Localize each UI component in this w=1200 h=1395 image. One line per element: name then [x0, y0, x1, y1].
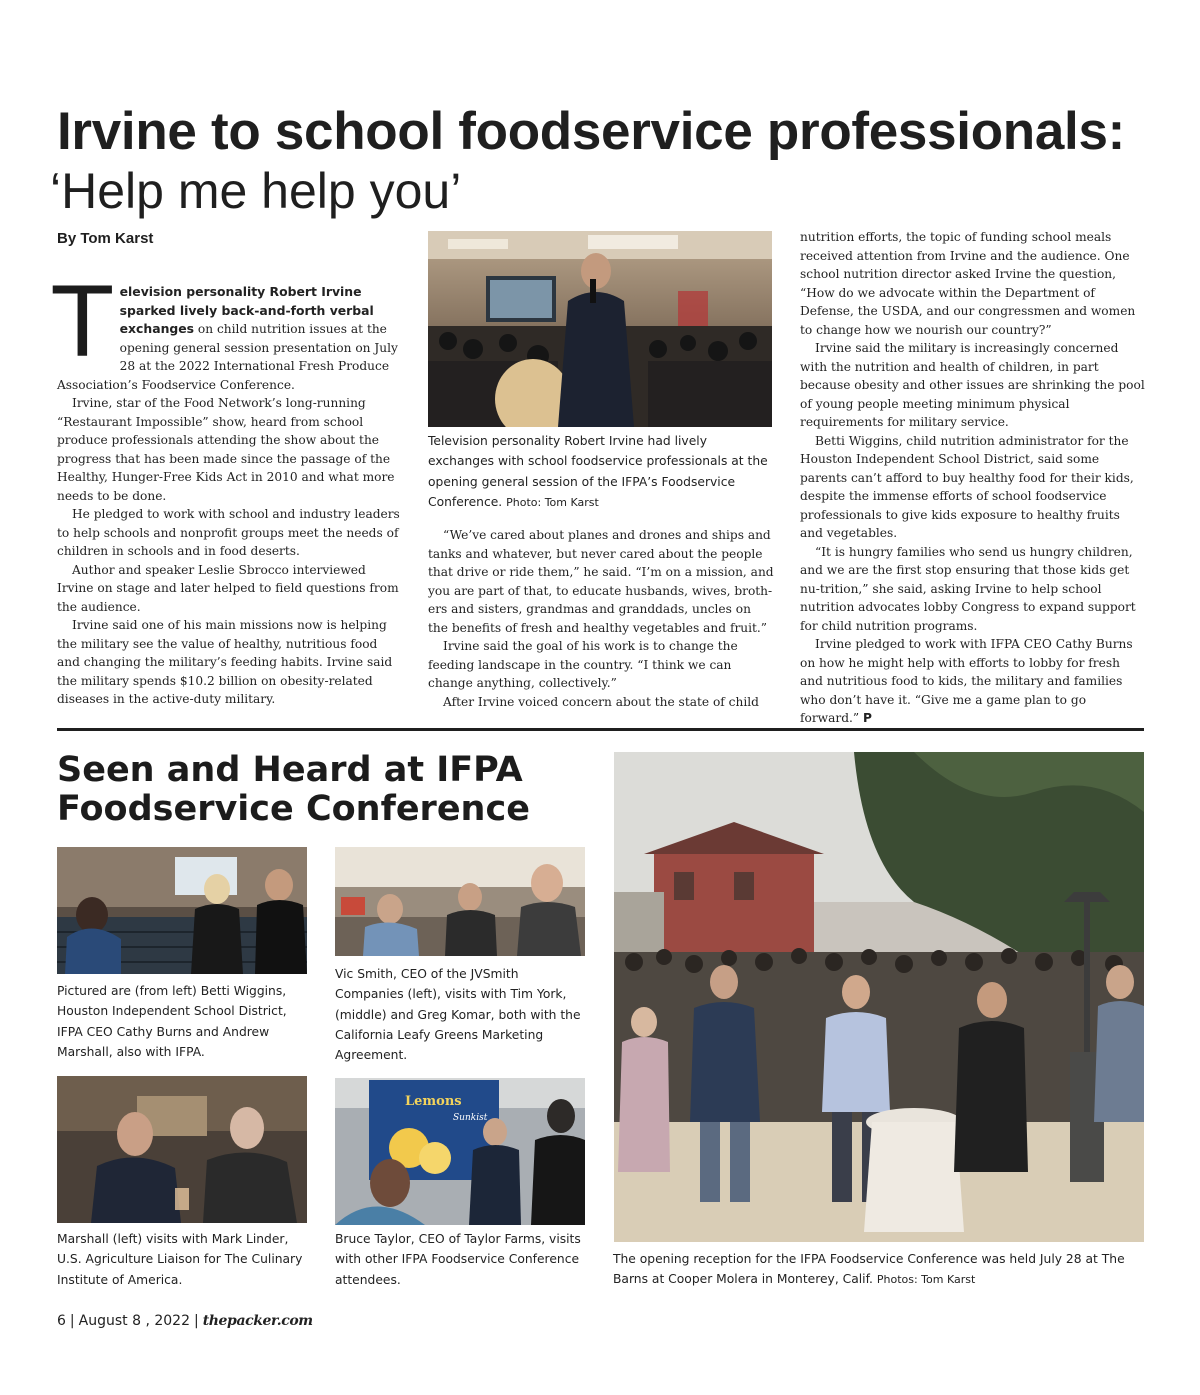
body-paragraph: Irvine said the goal of his work is to change the feeding landscape in the country. “I think we can change anything, collectively.”	[428, 639, 738, 690]
gallery-photo-wiggins-burns-marshall	[57, 847, 307, 974]
body-paragraph: nutrition efforts, the topic of funding school meals received attention from Irvine and the audience. One school nutrition director asked Irvine the question, “How do we advocate within the Department of Defense, the USDA, and our congressmen and women to change how we nourish our country?”	[800, 230, 1136, 337]
closing-text: Irvine pledged to work with IFPA CEO Cathy Burns on how he might help with efforts to lobby for fresh and nutritious food to kids, the military and families who don’t have it. “Give me a game plan to go forward.”	[800, 637, 1133, 725]
body-paragraph: “We’ve cared about planes and drones and ships and tanks and whatever, but never cared about the people that drive or ride them,” he said. “I’m on a mission, and you are part of that, to educate husbands, wives, broth-ers and sisters, grandmas and granddads, uncles on the benefits of fresh and healthy vegetables and fruit.”	[428, 528, 774, 635]
body-paragraph: “It is hungry families who send us hungry children, and we are the first stop ensuring that those kids get nu-trition,” she said, asking Irvine to help school nutrition advocates lobby Congress to expand support for child nutrition programs.	[800, 544, 1136, 633]
body-paragraph: He pledged to work with school and industry leaders to help schools and nonprofit groups meet the needs of children in schools and in food deserts.	[57, 507, 400, 558]
article-column-3	[800, 228, 1145, 728]
gallery-caption-4: Bruce Taylor, CEO of Taylor Farms, visits with other IFPA Foodservice Conference attendees.	[335, 1232, 581, 1287]
gallery-caption-2: Vic Smith, CEO of the JVSmith Companies (left), visits with Tim York, (middle) and Greg Komar, both with the California Leafy Greens Marketing Agreement.	[335, 967, 581, 1063]
lead-paragraph	[53, 267, 400, 394]
gallery-title	[57, 751, 597, 829]
body-paragraph: Irvine said one of his main missions now is helping the military see the value of healthy, nutritious food and changing the military’s feeding habits. Irvine said the military spends $10.2 billion on obesity-related diseases in the active-duty military.	[57, 618, 393, 706]
gallery-photo-opening-reception	[614, 752, 1144, 1242]
byline: By Tom Karst	[57, 230, 154, 247]
gallery-photo-marshall-linder	[57, 1076, 307, 1223]
end-mark: P	[862, 711, 872, 725]
body-paragraph: Irvine said the military is increasingly concerned with the nutrition and health of children, in part because obesity and other issues are shrinking the pool of young people meeting minimum physical requirements for military service.	[800, 341, 1145, 429]
article-column-1	[53, 267, 400, 709]
drop-cap: T	[53, 267, 112, 379]
subheadline: ‘Help me help you’	[50, 163, 462, 219]
caption-text: The opening reception for the IFPA Foodservice Conference was held July 28 at The Barns at Cooper Molera in Monterey, Calif.	[613, 1252, 1125, 1287]
lead-text: on child nutrition issues at the opening general session presentation on July 28 at the 2022 International Fresh Produce Association’s Foodservice Conference.	[57, 322, 398, 392]
photo-credit: Photo: Tom Karst	[506, 495, 599, 509]
main-photo-caption	[428, 431, 774, 513]
footer-separator: |	[69, 1313, 75, 1329]
photo-credit: Photos: Tom Karst	[876, 1273, 976, 1287]
body-paragraph: Betti Wiggins, child nutrition administrator for the Houston Independent School District, said some parents can’t afford to buy healthy food for their kids, despite the immense efforts of school foodservice professionals to give kids exposure to healthy fruits and vegetables.	[800, 433, 1134, 540]
body-paragraph: After Irvine voiced concern about the state of child	[443, 694, 759, 709]
headline: Irvine to school foodservice professionals:	[57, 102, 1125, 161]
body-paragraph: Irvine, star of the Food Network’s long-running “Restaurant Impossible” show, heard from school produce professionals attending the show about the progress that has been made since the passage of the Healthy, Hunger-Free Kids Act in 2010 and what more needs to be done.	[57, 396, 395, 503]
lead-bold-text: elevision personality Robert Irvine sparked lively back-and-forth verbal exchanges	[119, 284, 374, 336]
gallery-title-line: Seen and Heard at IFPA	[57, 750, 523, 790]
section-divider	[57, 728, 1144, 731]
body-paragraph: Author and speaker Leslie Sbrocco interviewed Irvine on stage and later helped to field questions from the audience.	[57, 562, 399, 614]
gallery-photo-smith-york-komar	[335, 847, 585, 956]
gallery-caption-3: Marshall (left) visits with Mark Linder, U.S. Agriculture Liaison for The Culinary Institute of America.	[57, 1232, 303, 1287]
body-paragraph	[800, 635, 1145, 728]
main-photo-irvine	[428, 231, 772, 427]
footer-separator: |	[193, 1313, 199, 1329]
gallery-caption-1: Pictured are (from left) Betti Wiggins, Houston Independent School District, IFPA CEO Cathy Burns and Andrew Marshall, also with IFPA.	[57, 984, 287, 1059]
sign-lemons-text: Lemons	[405, 1094, 462, 1109]
site-logo[interactable]: thepacker.com	[202, 1313, 313, 1329]
caption-text: Television personality Robert Irvine had lively exchanges with school foodservice professionals at the opening general session of the IFPA’s Foodservice Conference.	[428, 434, 768, 509]
issue-date: August 8 , 2022	[78, 1313, 190, 1329]
page-footer	[57, 1311, 313, 1331]
gallery-title-line: Foodservice Conference	[57, 789, 530, 829]
article-column-2	[428, 526, 774, 711]
big-photo-caption	[613, 1249, 1149, 1291]
gallery-photo-taylor	[335, 1078, 585, 1225]
sign-brand-text: Sunkist	[453, 1113, 488, 1123]
page-number: 6	[57, 1313, 66, 1329]
